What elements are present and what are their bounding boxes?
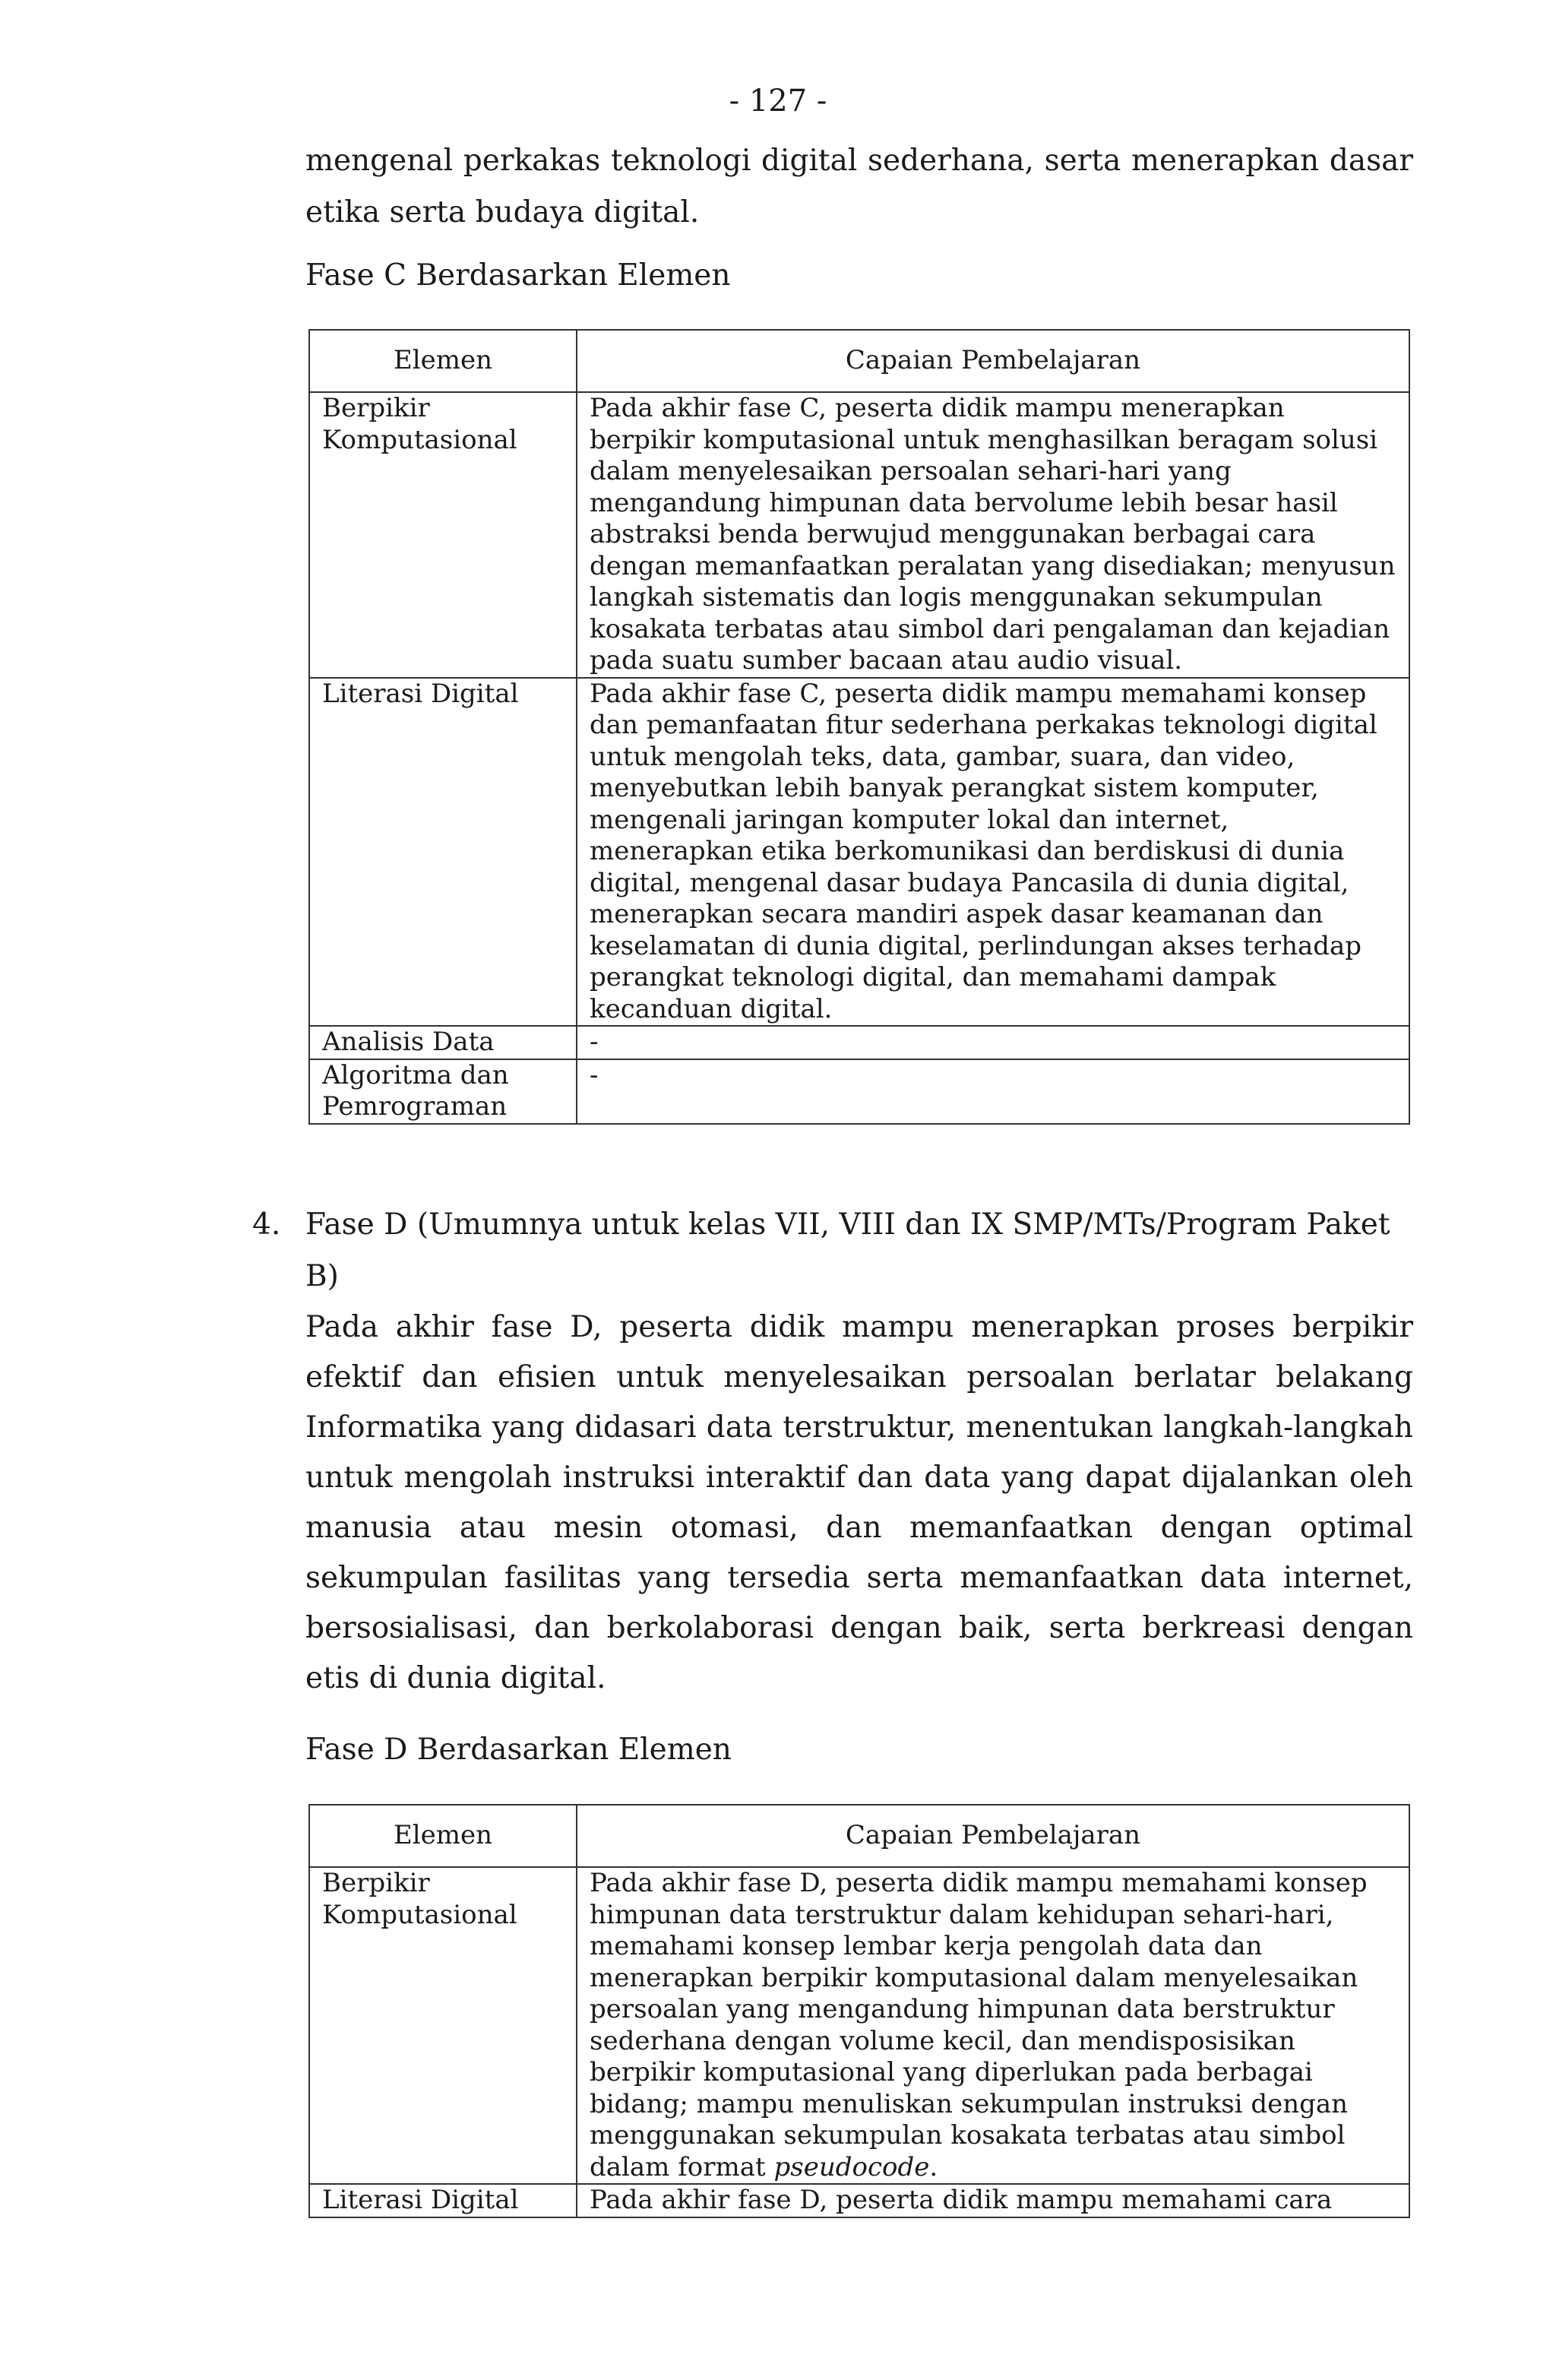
header-capaian: Capaian Pembelajaran [577, 1805, 1409, 1867]
row-capaian: - [577, 1059, 1409, 1124]
row-elemen: Literasi Digital [309, 2184, 577, 2217]
fase-c-title: Fase C Berdasarkan Elemen [305, 258, 731, 293]
fase-d-heading-text: Fase D (Umumnya untuk kelas VII, VIII dan IX SMP/MTs/Program Paket B) [305, 1207, 1390, 1293]
header-capaian: Capaian Pembelajaran [577, 330, 1409, 392]
row-elemen: Literasi Digital [309, 678, 577, 1027]
fase-d-title: Fase D Berdasarkan Elemen [305, 1733, 732, 1767]
row-capaian: Pada akhir fase C, peserta didik mampu memahami konsep dan pemanfaatan fitur sederhana perkakas teknologi digital untuk mengolah teks, data, gambar, suara, dan video, menyebutkan lebih banyak perangkat sistem komputer, mengenali jaringan komputer lokal dan internet, menerapkan etika berkomunikasi dan berdiskusi di dunia digital, mengenal dasar budaya Pancasila di dunia digital, menerapkan secara mandiri aspek dasar keamanan dan keselamatan di dunia digital, perlindungan akses terhadap perangkat teknologi digital, dan memahami dampak kecanduan digital. [577, 678, 1409, 1027]
header-elemen: Elemen [309, 330, 577, 392]
table-header-row [309, 1805, 1409, 1867]
table-row [309, 2184, 1409, 2217]
fase-c-table [308, 329, 1410, 1125]
row-capaian: Pada akhir fase D, peserta didik mampu memahami cara [577, 2184, 1409, 2217]
capaian-italic: pseudocode [773, 2151, 930, 2182]
fase-d-table [308, 1804, 1410, 2218]
row-elemen: Algoritma dan Pemrograman [309, 1059, 577, 1124]
fase-d-paragraph: Pada akhir fase D, peserta didik mampu menerapkan proses berpikir efektif dan efisien untuk menyelesaikan persoalan berlatar belakang Informatika yang didasari data terstruktur, menentukan langkah-langkah untuk mengolah instruksi interaktif dan data yang dapat dijalankan oleh manusia atau mesin otomasi, dan memanfaatkan dengan optimal sekumpulan fasilitas yang tersedia serta memanfaatkan data internet, bersosialisasi, dan berkolaborasi dengan baik, serta berkreasi dengan etis di dunia digital. [305, 1310, 1413, 1695]
capaian-end: . [929, 2151, 938, 2182]
table-row [309, 678, 1409, 1027]
row-capaian [577, 1867, 1409, 2184]
capaian-text: Pada akhir fase D, peserta didik mampu memahami konsep himpunan data terstruktur dalam kehidupan sehari-hari, memahami konsep lembar kerja pengolah data dan menerapkan berpikir komputasional dalam menyelesaikan persoalan yang mengandung himpunan data berstruktur sederhana dengan volume kecil, dan mendisposisikan berpikir komputasional yang diperlukan pada berbagai bidang; mampu menuliskan sekumpulan instruksi dengan menggunakan sekumpulan kosakata terbatas atau simbol dalam format [590, 1868, 1368, 2182]
row-capaian: - [577, 1026, 1409, 1059]
table-row [309, 1026, 1409, 1059]
row-elemen: Analisis Data [309, 1026, 577, 1059]
intro-paragraph: mengenal perkakas teknologi digital sederhana, serta menerapkan dasar etika serta budaya digital. [305, 144, 1413, 229]
row-elemen: Berpikir Komputasional [309, 392, 577, 678]
fase-d-heading [252, 1199, 1413, 1302]
table-row [309, 1867, 1409, 2184]
page-number: - 127 - [729, 84, 827, 119]
table-header-row [309, 330, 1409, 392]
row-capaian: Pada akhir fase C, peserta didik mampu menerapkan berpikir komputasional untuk menghasilkan beragam solusi dalam menyelesaikan persoalan sehari-hari yang mengandung himpunan data bervolume lebih besar hasil abstraksi benda berwujud menggunakan berbagai cara dengan memanfaatkan peralatan yang disediakan; menyusun langkah sistematis dan logis menggunakan sekumpulan kosakata terbatas atau simbol dari pengalaman dan kejadian pada suatu sumber bacaan atau audio visual. [577, 392, 1409, 678]
list-number: 4. [252, 1207, 281, 1242]
table-row [309, 392, 1409, 678]
header-elemen: Elemen [309, 1805, 577, 1867]
table-row [309, 1059, 1409, 1124]
row-elemen: Berpikir Komputasional [309, 1867, 577, 2184]
